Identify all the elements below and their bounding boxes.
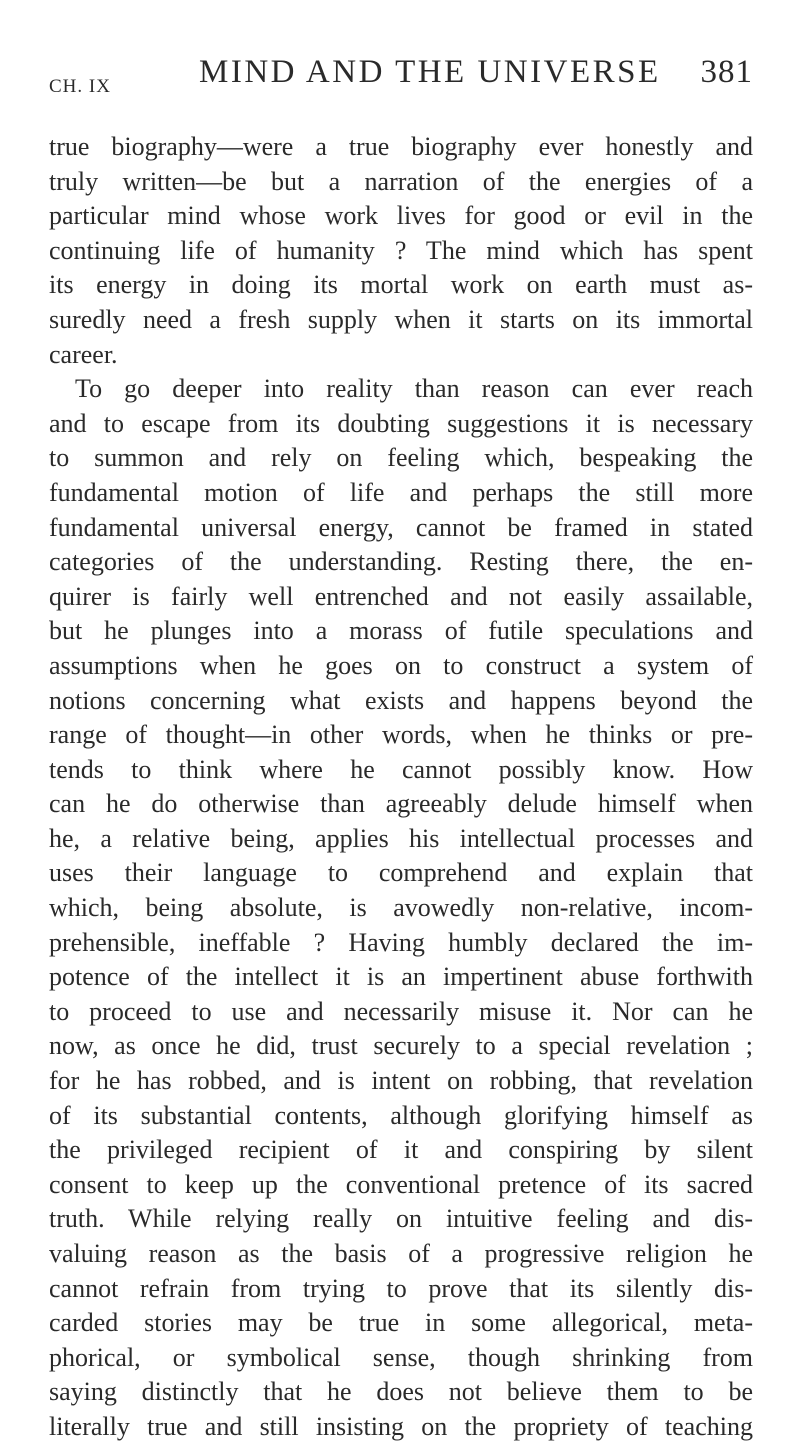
text-line: which, being absolute, is avowedly non-relative, incom- [49,893,753,923]
text-line: career. [49,339,118,369]
text-line: but he plunges into a morass of futile speculations and [49,616,753,646]
text-line: valuing reason as the basis of a progressive religion he [49,1239,753,1268]
text-line: assumptions when he goes on to construct a system of [49,650,753,680]
text-line: and to escape from its doubting suggestions it is necessary [49,408,753,438]
text-line: its energy in doing its mortal work on earth must as- [49,270,753,300]
text-line: now, as once he did, trust securely to a special revelation ; [49,1031,753,1061]
text-line: To go deeper into reality than reason can ever reach [75,374,753,404]
running-title: MIND AND THE UNIVERSE [199,54,661,90]
text-line: of its substantial contents, although glorifying himself as [49,1100,753,1130]
text-line: the privileged recipient of it and conspiring by silent [49,1135,753,1165]
text-line: he, a relative being, applies his intellectual processes and [49,823,753,853]
text-line: uses their language to comprehend and explain that [49,858,753,888]
text-line: saying distinctly that he does not believe them to be [49,1377,753,1407]
text-line: can he do otherwise than agreeably delude himself when [49,789,753,819]
text-line: true biography—were a true biography ever honestly and [49,132,753,161]
text-line: tends to think where he cannot possibly know. How [49,754,753,784]
running-head [49,54,753,98]
text-line: quirer is fairly well entrenched and not easily assailable, [49,581,753,611]
chapter-label: CH. IX [49,76,111,97]
text-line: phorical, or symbolical sense, though shrinking from [49,1342,753,1372]
text-line: cannot refrain from trying to prove that its silently dis- [49,1273,753,1303]
body-text [49,130,753,1445]
text-line: continuing life of humanity ? The mind which has spent [49,235,753,265]
text-line: fundamental motion of life and perhaps the still more [49,477,753,507]
text-line: notions concerning what exists and happens beyond the [49,685,753,715]
text-line: particular mind whose work lives for good or evil in the [49,201,753,231]
text-line: literally true and still insisting on the propriety of teaching [49,1411,753,1441]
text-line: truth. While relying really on intuitive feeling and dis- [49,1204,753,1234]
text-line: categories of the understanding. Resting there, the en- [49,547,753,577]
text-line: carded stories may be true in some allegorical, meta- [49,1308,753,1338]
text-line: potence of the intellect it is an impertinent abuse forthwith [49,962,753,992]
text-line: consent to keep up the conventional pretence of its sacred [49,1169,753,1199]
text-line: prehensible, ineffable ? Having humbly declared the im- [49,927,753,957]
text-line: to proceed to use and necessarily misuse it. Nor can he [49,996,753,1026]
text-line: truly written—be but a narration of the energies of a [49,166,753,196]
text-line: range of thought—in other words, when he thinks or pre- [49,720,753,750]
text-line: suredly need a fresh supply when it starts on its immortal [49,304,753,334]
text-line: for he has robbed, and is intent on robbing, that revelation [49,1066,753,1096]
page-number: 381 [700,54,753,90]
text-line: fundamental universal energy, cannot be framed in stated [49,512,753,542]
text-line: to summon and rely on feeling which, bespeaking the [49,443,753,473]
